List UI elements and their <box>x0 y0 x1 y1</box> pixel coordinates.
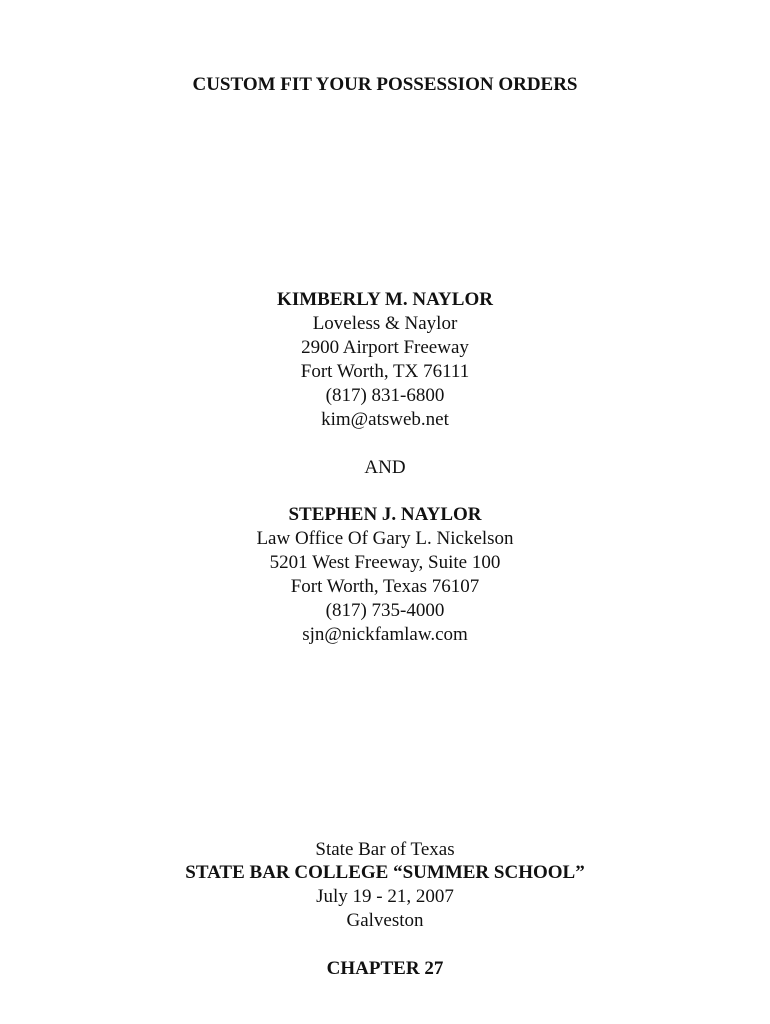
author-2-firm: Law Office Of Gary L. Nickelson <box>256 528 514 549</box>
author-1-firm: Loveless & Naylor <box>312 313 458 334</box>
event-name: STATE BAR COLLEGE “SUMMER SCHOOL” <box>185 862 585 883</box>
author-1-street: 2900 Airport Freeway <box>301 337 469 358</box>
author-1-email: kim@atsweb.net <box>321 409 449 430</box>
author-2-phone: (817) 735-4000 <box>325 600 445 621</box>
author-2-name: STEPHEN J. NAYLOR <box>288 504 482 525</box>
author-1-phone: (817) 831-6800 <box>325 385 445 406</box>
document-title: CUSTOM FIT YOUR POSSESSION ORDERS <box>192 74 578 95</box>
author-1-name: KIMBERLY M. NAYLOR <box>277 289 493 310</box>
author-2-email: sjn@nickfamlaw.com <box>302 624 468 645</box>
event-dates: July 19 - 21, 2007 <box>316 886 454 907</box>
author-2-city: Fort Worth, Texas 76107 <box>290 576 480 597</box>
event-organization: State Bar of Texas <box>315 839 455 860</box>
and-separator: AND <box>364 457 406 478</box>
author-1-city: Fort Worth, TX 76111 <box>300 361 470 382</box>
author-2-street: 5201 West Freeway, Suite 100 <box>269 552 501 573</box>
event-location: Galveston <box>346 910 424 931</box>
chapter-label: CHAPTER 27 <box>326 958 444 979</box>
